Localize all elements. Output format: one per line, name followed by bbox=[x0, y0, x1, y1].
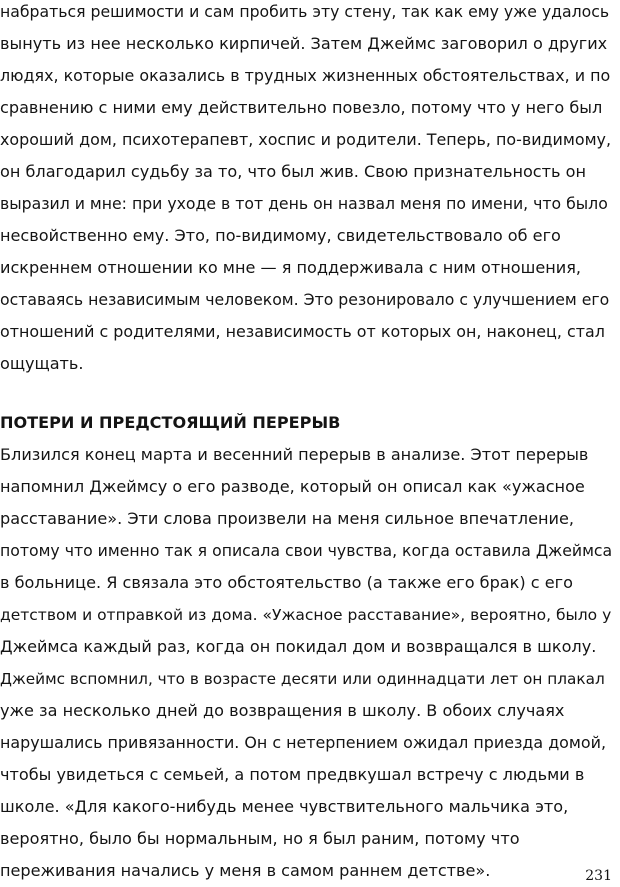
text-line: в больнице. Я связала это обстоятельство (а также его брак) с его bbox=[0, 573, 573, 592]
text-line: вынуть из нее несколько кирпичей. Затем Джеймс заговорил о других bbox=[0, 34, 608, 53]
text-line: людях, которые оказались в трудных жизненных обстоятельствах, и по bbox=[0, 66, 611, 85]
text-line: нарушались привязанности. Он с нетерпением ожидал приезда домой, bbox=[0, 733, 606, 752]
text-line: хороший дом, психотерапевт, хоспис и родители. Теперь, по-видимому, bbox=[0, 130, 612, 149]
text-line: сравнению с ними ему действительно повезло, потому что у него был bbox=[0, 98, 603, 117]
text-line: Близился конец марта и весенний перерыв в анализе. Этот перерыв bbox=[0, 445, 589, 464]
text-line: чтобы увидеться с семьей, а потом предвкушал встречу с людьми в bbox=[0, 765, 585, 784]
text-line: переживания начались у меня в самом раннем детстве». bbox=[0, 861, 491, 880]
text-line: Джеймса каждый раз, когда он покидал дом и возвращался в школу. bbox=[0, 637, 597, 656]
text-line: несвойственно ему. Это, по-видимому, свидетельствовало об его bbox=[0, 226, 561, 245]
text-line: Джеймс вспомнил, что в возрасте десяти или одиннадцати лет он плакал bbox=[0, 670, 605, 688]
text-line: школе. «Для какого-нибудь менее чувствительного мальчика это, bbox=[0, 797, 569, 816]
text-line: оставаясь независимым человеком. Это резонировало с улучшением его bbox=[0, 290, 610, 309]
section-heading: ПОТЕРИ И ПРЕДСТОЯЩИЙ ПЕРЕРЫВ bbox=[0, 413, 341, 432]
text-line: отношений с родителями, независимость от которых он, наконец, стал bbox=[0, 322, 605, 341]
text-line: искреннем отношении ко мне — я поддерживала с ним отношения, bbox=[0, 258, 582, 277]
text-line: напомнил Джеймсу о его разводе, который он описал как «ужасное bbox=[0, 477, 585, 496]
text-line: потому что именно так я описала свои чувства, когда оставила Джеймса bbox=[0, 541, 613, 560]
text-line: уже за несколько дней до возвращения в школу. В обоих случаях bbox=[0, 701, 565, 720]
page-number: 231 bbox=[585, 868, 612, 884]
text-line: ощущать. bbox=[0, 354, 84, 373]
text-line: он благодарил судьбу за то, что был жив. Свою признательность он bbox=[0, 162, 586, 181]
text-line: детством и отправкой из дома. «Ужасное расставание», вероятно, было у bbox=[0, 606, 612, 624]
text-line: набраться решимости и сам пробить эту стену, так как ему уже удалось bbox=[0, 2, 610, 21]
text-line: вероятно, было бы нормальным, но я был раним, потому что bbox=[0, 829, 520, 848]
text-line: выразил и мне: при уходе в тот день он назвал меня по имени, что было bbox=[0, 194, 608, 213]
text-line: расставание». Эти слова произвели на меня сильное впечатление, bbox=[0, 509, 574, 528]
